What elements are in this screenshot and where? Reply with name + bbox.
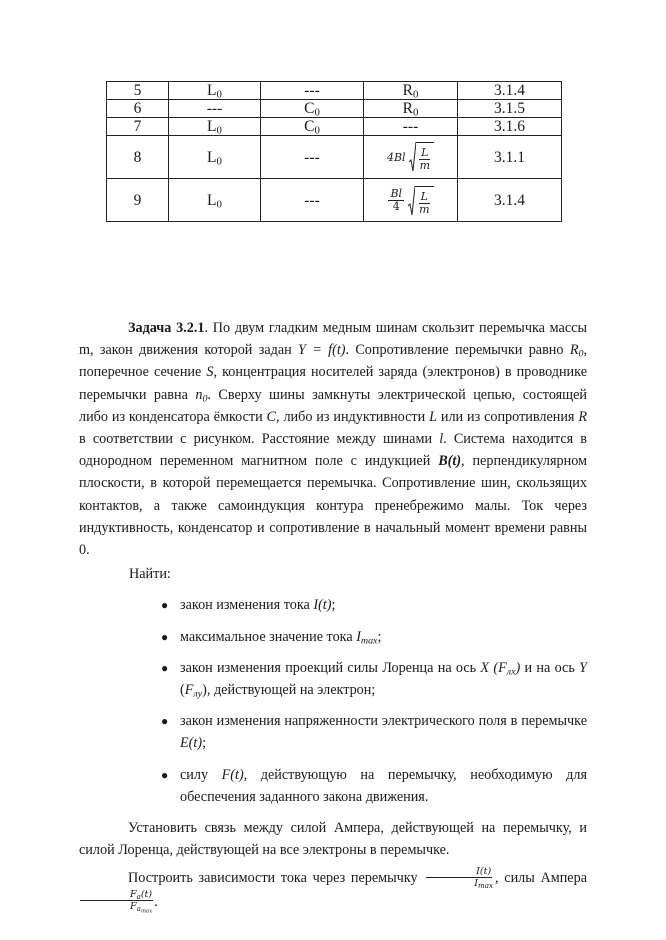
formula: 4Bl $\frac{L}{m}$ xyxy=(387,142,434,172)
cell-resistance: --- xyxy=(364,118,458,136)
radical-sign-icon xyxy=(408,186,415,216)
parameters-table xyxy=(106,81,562,222)
task-title: Задача 3.2.1 xyxy=(128,320,205,336)
relation-paragraph: Установить связь между силой Ампера, действующей на перемычку, и силой Лоренца, действующей на все электроны в перемычке. xyxy=(79,820,587,859)
list-item: ● закон изменения тока I(t); xyxy=(79,594,587,616)
bullet-icon: ● xyxy=(161,598,169,613)
bullet-icon: ● xyxy=(161,714,169,729)
list-item: ● силу F(t), действующую на перемычку, необходимую для обеспечения заданного закона движения. xyxy=(79,764,587,808)
cell-number: 9 xyxy=(107,179,169,222)
bullet-icon: ● xyxy=(161,660,169,675)
table-row xyxy=(107,179,562,222)
find-label: Найти: xyxy=(129,566,171,583)
cell-reference: 3.1.1 xyxy=(458,136,562,179)
cell-inductance: $L_0$ xyxy=(169,118,261,136)
current-ratio-formula: $\frac{I(t)}{I_{max}}$ xyxy=(424,866,494,889)
cell-capacitance: $C_0$ xyxy=(261,118,364,136)
plot-paragraph: Построить зависимости тока через перемычку $\frac{I(t)}{I_{max}}$ , силы Ампера $\frac{F_a(t)}{F_{a_{max}}}$ . xyxy=(79,867,587,913)
table-row xyxy=(107,100,562,118)
table-row xyxy=(107,82,562,100)
task-body xyxy=(79,317,587,914)
list-item: ● максимальное значение тока $I_{max}$; xyxy=(79,626,587,648)
cell-resistance: $R_0$ xyxy=(364,100,458,118)
list-item: ● закон изменения напряженности электрического поля в перемычке E(t); xyxy=(79,710,587,754)
cell-reference: 3.1.4 xyxy=(458,179,562,222)
cell-capacitance: --- xyxy=(261,82,364,100)
cell-inductance: --- xyxy=(169,100,261,118)
table-row xyxy=(107,118,562,136)
radical-sign-icon xyxy=(409,142,416,172)
cell-resistance: $R_0$ xyxy=(364,82,458,100)
cell-resistance-formula xyxy=(364,136,458,179)
cell-capacitance: --- xyxy=(261,179,364,222)
cell-inductance: $L_0$ xyxy=(169,136,261,179)
list-item: ● закон изменения проекций силы Лоренца на ось X $(F_{лx})$ и на ось Y $(F_{лy})$, действующей на электрон; xyxy=(79,657,587,701)
cell-capacitance: --- xyxy=(261,136,364,179)
bullet-icon: ● xyxy=(161,629,169,644)
cell-inductance: $L_0$ xyxy=(169,179,261,222)
ampere-force-ratio-formula: $\frac{F_a(t)}{F_{a_{max}}}$ xyxy=(80,889,153,912)
cell-number: 8 xyxy=(107,136,169,179)
sqrt: $\frac{L}{m}$ xyxy=(409,142,434,172)
find-list xyxy=(79,594,587,808)
table-row xyxy=(107,136,562,179)
cell-number: 5 xyxy=(107,82,169,100)
cell-reference: 3.1.4 xyxy=(458,82,562,100)
cell-inductance: $L_0$ xyxy=(169,82,261,100)
sqrt: $\frac{L}{m}$ xyxy=(408,186,433,216)
cell-reference: 3.1.5 xyxy=(458,100,562,118)
cell-reference: 3.1.6 xyxy=(458,118,562,136)
formula: $\frac{Bl}{4}$ $\frac{L}{m}$ xyxy=(387,186,433,216)
cell-number: 7 xyxy=(107,118,169,136)
task-paragraph: Задача 3.2.1. По двум гладким медным шинам скользит перемычка массы m, закон движения которой задан Y = f(t). Сопротивление перемычки равно $R_0$, поперечное сечение S, концентрация носителей заряда (электронов) в проводнике перемычки равна $n_0$. Сверху шины замкнуты электрической цепью, состоящей либо из конденсатора ёмкости C, либо из индуктивности L или из сопротивления R в соответствии с рисунком. Расстояние между шинами l. Система находится в однородном переменном магнитном поле с индукцией B(t), перпендикулярном плоскости, в которой перемещается перемычка. Сопротивление шин, скользящих контактов, а также самоиндукция контура пренебрежимо малы. Ток через индуктивность, конденсатор и сопротивление в начальный момент времени равны 0. xyxy=(79,320,588,559)
cell-number: 6 xyxy=(107,100,169,118)
cell-capacitance: $C_0$ xyxy=(261,100,364,118)
cell-resistance-formula xyxy=(364,179,458,222)
bullet-icon: ● xyxy=(161,767,169,782)
